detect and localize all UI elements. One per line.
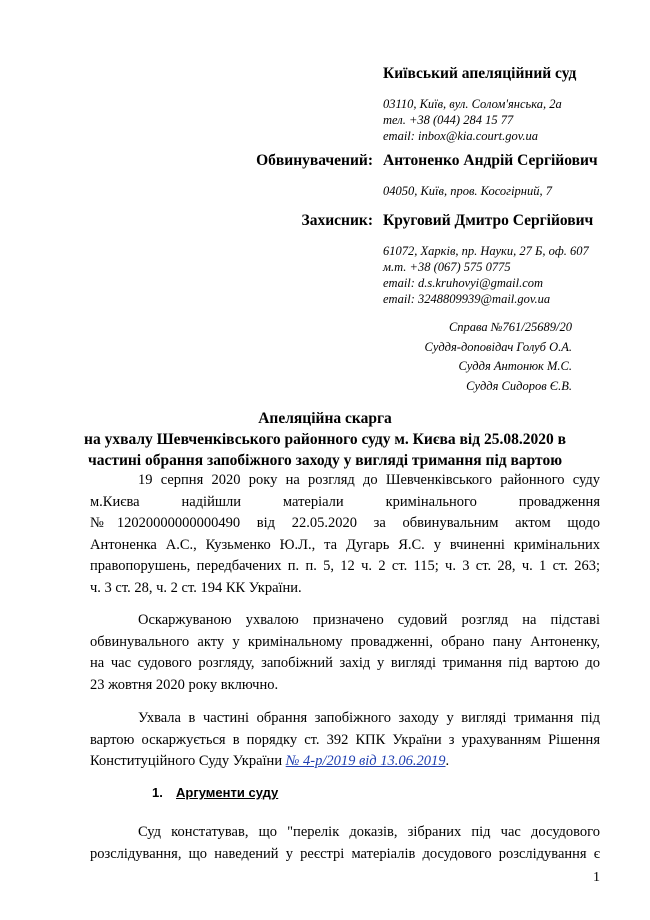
paragraph-line (90, 751, 600, 773)
accused-row (0, 152, 650, 172)
judge-rapporteur: Суддя-доповідач Голуб О.А. (424, 339, 572, 354)
accused-address: 04050, Київ, пров. Косогірний, 7 (383, 184, 552, 198)
paragraph-text: Конституційного Суду України (90, 753, 286, 769)
paragraph-line: правопорушень, передбачених п. п. 5, 12 ч. 2 ст. 115; ч. 3 ст. 28, ч. 1 ст. 263; (90, 558, 600, 574)
paragraph-line: обвинувального акту у кримінальному провадженні, обрано пану Антоненку, (90, 633, 600, 650)
document-title (60, 408, 590, 471)
paragraph-line: 23 жовтня 2020 року включно. (90, 676, 279, 693)
defender-phone: м.т. +38 (067) 575 0775 (383, 260, 511, 274)
defender-label: Захисник: (301, 212, 373, 229)
title-line-2: на ухвалу Шевченківського районного суду м. Києва від 25.08.2020 в (84, 431, 566, 448)
paragraph-line: №12020000000000490 від 22.05.2020 за обвинувальним актом щодо (90, 515, 600, 531)
paragraph-line: вартою оскаржується в порядку ст. 392 КПК України з урахуванням Рішення (90, 731, 600, 748)
defender-address: 61072, Харків, пр. Науки, 27 Б, оф. 607 (383, 244, 589, 258)
paragraph-line: 19 серпня 2020 року на розгляд до Шевченківського районного суду (138, 472, 600, 488)
defender-email-2: email: 3248809939@mail.gov.ua (383, 292, 551, 306)
accused-contacts (383, 183, 552, 199)
court-contacts (383, 96, 562, 144)
paragraph-line: Ухвала в частині обрання запобіжного заходу у вигляді тримання під (138, 710, 600, 726)
paragraph-text: . (445, 753, 450, 769)
court-name: Київський апеляційний суд (383, 65, 577, 82)
section-title: Аргументи суду (176, 785, 279, 800)
paragraph-3 (90, 708, 600, 773)
decision-link[interactable]: № 4-р/2019 від 13.06.2019 (285, 753, 446, 769)
defender-name: Круговий Дмитро Сергійович (383, 212, 594, 229)
paragraph-4 (90, 822, 600, 865)
section-heading (152, 785, 278, 800)
paragraph-line: Антоненка А.С., Кузьменко Ю.Л., та Дугарь Я.С. у вчиненні кримінальних (90, 536, 600, 553)
paragraph-line: розслідування, що наведений у реєстрі матеріалів досудового розслідування є (90, 845, 600, 862)
case-info (425, 318, 573, 396)
paragraph-line: на час судового розгляду, запобіжний захід у вигляді тримання під вартою до (90, 655, 600, 671)
paragraph-line: Оскаржуваною ухвалою призначено судовий розгляд на підставі (138, 612, 600, 628)
paragraph-line: ч. 3 ст. 28, ч. 2 ст. 194 КК України. (90, 579, 302, 596)
accused-label: Обвинувачений: (256, 152, 373, 169)
paragraph-line: м.Києва надійшли матеріали кримінального провадження (90, 493, 600, 510)
paragraph-2 (90, 610, 600, 696)
judge-3: Суддя Сидоров Є.В. (466, 378, 572, 393)
court-phone: тел. +38 (044) 284 15 77 (383, 113, 514, 127)
title-line-3: частині обрання запобіжного заходу у вигляді тримання під вартою (87, 452, 563, 469)
defender-email-1: email: d.s.kruhovyi@gmail.com (383, 276, 544, 290)
court-address: 03110, Київ, вул. Солом'янська, 2а (383, 97, 562, 111)
page-number: 1 (593, 870, 600, 885)
title-line-1: Апеляційна скарга (258, 410, 392, 427)
case-number: Справа №761/25689/20 (448, 320, 572, 334)
defender-row (0, 212, 650, 232)
court-email: email: inbox@kia.court.gov.ua (383, 129, 538, 143)
section-number: 1. (152, 785, 163, 800)
paragraph-line: Суд констатував, що "перелік доказів, зібраних під час досудового (138, 824, 600, 840)
accused-name: Антоненко Андрій Сергійович (383, 152, 598, 169)
paragraph-1 (90, 470, 600, 599)
defender-contacts (383, 243, 589, 307)
judge-2: Суддя Антонюк М.С. (458, 359, 572, 373)
